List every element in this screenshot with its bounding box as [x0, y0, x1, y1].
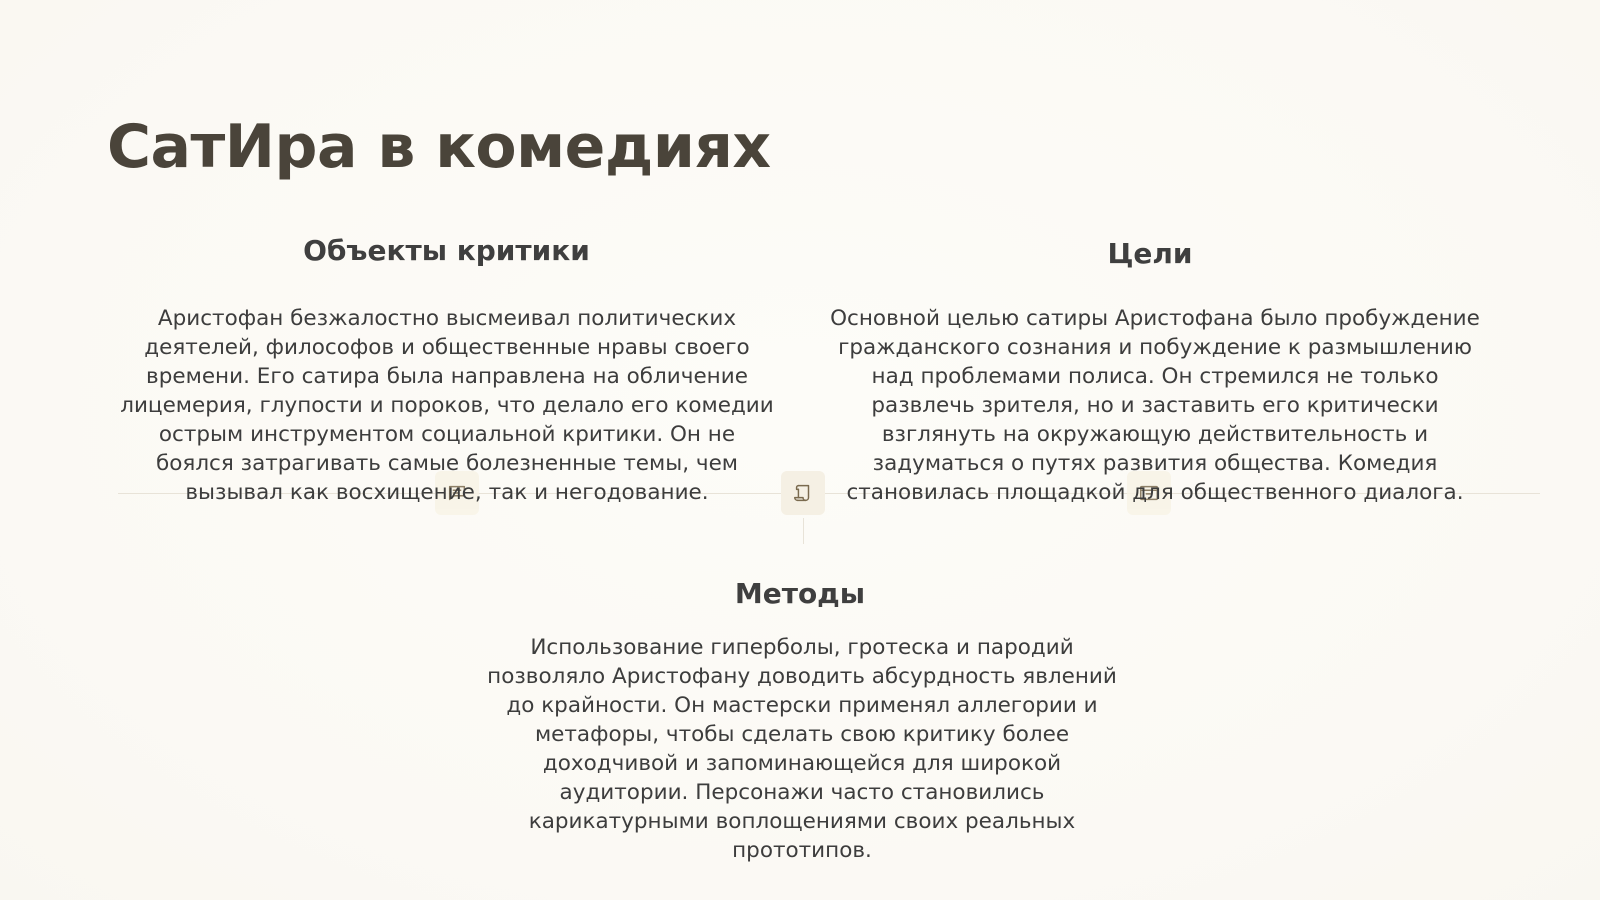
goals-heading: Цели [1107, 237, 1193, 270]
timeline-connector-vertical [803, 518, 804, 544]
methods-node [781, 471, 825, 515]
goals-text: Основной целью сатиры Аристофана было пробуждение гражданского сознания и побуждение к размышлению над проблемами полиса. Он стремился не только развлечь зрителя, но и заставить его критически взглянуть на окружающую действительность и задуматься о путях развития общества. Комедия становилась площадкой для общественного диалога. [830, 306, 1480, 505]
scroll-icon [792, 482, 814, 504]
critique-text: Аристофан безжалостно высмеивал политических деятелей, философов и общественные нравы своего времени. Его сатира была направлена на обличение лицемерия, глупости и пороков, что делало его комедии острым инструментом социальной критики. Он не боялся затрагивать самые болезненные темы, чем вызывал как восхищение, так и негодование. [120, 306, 774, 505]
methods-heading: Методы [734, 577, 866, 610]
methods-text: Использование гиперболы, гротеска и пародий позволяло Аристофану доводить абсурдность явлений до крайности. Он мастерски применял аллегории и метафоры, чтобы сделать свою критику более доходчивой и запоминающейся для широкой аудитории. Персонажи часто становились карикатурными воплощениями своих реальных прототипов. [487, 635, 1117, 863]
critique-heading: Объекты критики [303, 234, 590, 267]
slide-title: СатИра в комедиях [107, 112, 771, 182]
